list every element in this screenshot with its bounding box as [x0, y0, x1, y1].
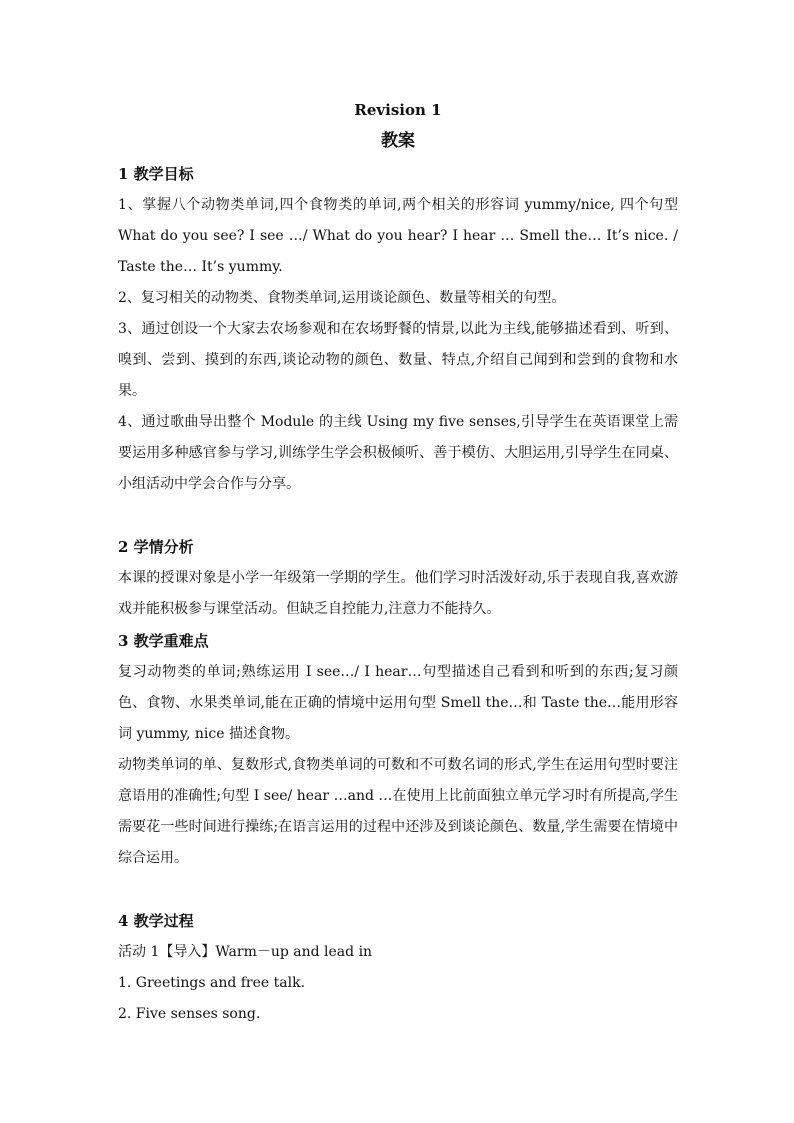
paragraph: 本课的授课对象是小学一年级第一学期的学生。他们学习时活泼好动,乐于表现自我,喜欢游戏并能积极参与课堂活动。但缺乏自控能力,注意力不能持久。 [118, 570, 678, 617]
section-teaching-process [118, 905, 678, 1030]
section-heading: 2 学情分析 [118, 538, 194, 556]
document-title: Revision 1 [354, 101, 442, 119]
paragraph: 动物类单词的单、复数形式,食物类单词的可数和不可数名词的形式,学生在运用句型时要注意语用的准确性;句型 I see/ hear …and …在使用上比前面独立单元学习时有所提高,学生需要花一些时间进行操练;在语言运用的过程中还涉及到谈论颜色、数量,学生需要在情境中综合运用。 [118, 757, 678, 866]
section-heading: 1 教学目标 [118, 165, 194, 183]
section-key-difficulties [118, 625, 678, 874]
section-heading: 3 教学重难点 [118, 632, 209, 650]
paragraph: 2、复习相关的动物类、食物类单词,运用谈论颜色、数量等相关的句型。 [118, 290, 566, 306]
section-heading: 4 教学过程 [118, 912, 194, 930]
document-body [118, 96, 678, 1030]
paragraph: 复习动物类的单词;熟练运用 I see…/ I hear…句型描述自己看到和听到的东西;复习颜色、食物、水果类单词,能在正确的情境中运用句型 Smell the…和 Taste the…能用形容词 yummy, nice 描述食物。 [118, 664, 678, 742]
paragraph: 1、掌握八个动物类单词,四个食物类的单词,两个相关的形容词 yummy/nice, 四个句型 What do you see? I see …/ What do you hear? I hear … Smell the… It’s nice. / Taste the… It’s yummy. [118, 197, 678, 275]
document-subtitle: 教案 [381, 131, 415, 151]
activity-step: 1. Greetings and free talk. [118, 975, 306, 991]
activity-step: 2. Five senses song. [118, 1006, 261, 1022]
spacer [118, 874, 678, 905]
section-learner-analysis [118, 531, 678, 625]
paragraph: 3、通过创设一个大家去农场参观和在农场野餐的情景,以此为主线,能够描述看到、听到、嗅到、尝到、摸到的东西,谈论动物的颜色、数量、特点,介绍自己闻到和尝到的食物和水果。 [118, 321, 678, 399]
activity-line: 活动 1【导入】Warm－up and lead in [118, 944, 373, 960]
spacer [118, 500, 678, 531]
paragraph: 4、通过歌曲导出整个 Module 的主线 Using my five senses,引导学生在英语课堂上需要运用多种感官参与学习,训练学生学会积极倾听、善于模仿、大胆运用,引导学生在同桌、小组活动中学会合作与分享。 [118, 414, 678, 492]
section-teaching-objectives [118, 158, 678, 500]
